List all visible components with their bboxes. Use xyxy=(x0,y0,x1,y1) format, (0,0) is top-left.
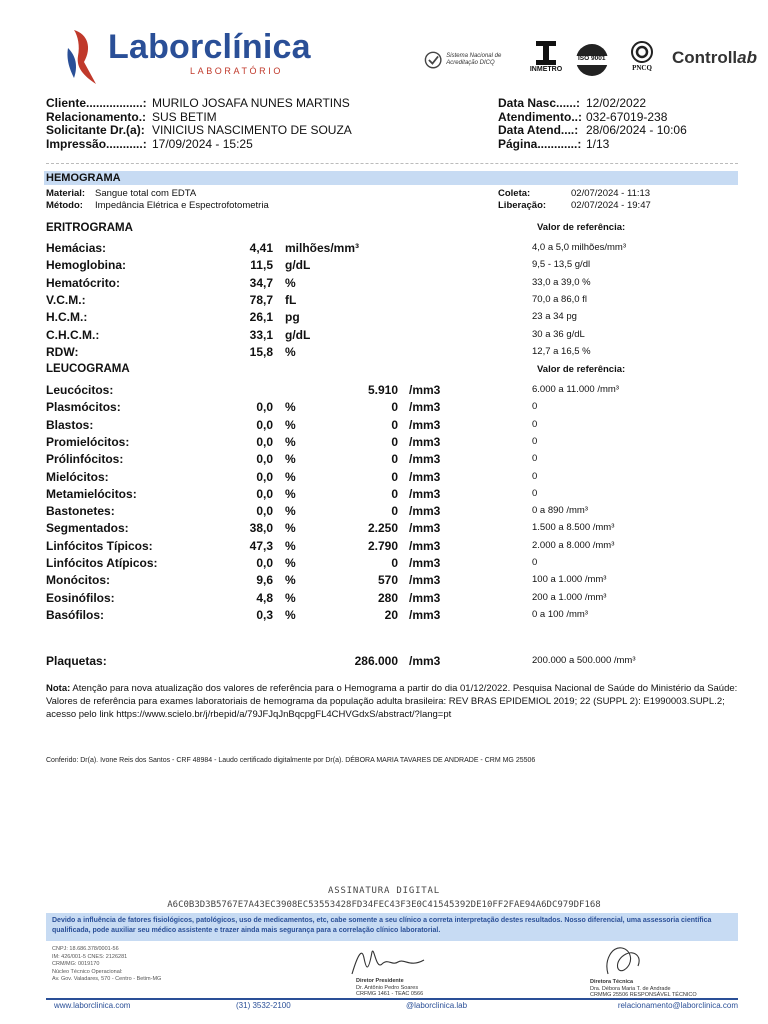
cell-pct: 0,3 xyxy=(256,607,273,622)
controllab-logo: Controllab xyxy=(672,48,757,67)
cell-abs: 0 xyxy=(391,434,398,449)
table-row xyxy=(0,276,768,293)
inmetro-logo xyxy=(524,40,568,80)
cell-ref: 33,0 a 39,0 % xyxy=(532,276,591,288)
cell-pct-unit: % xyxy=(285,486,296,501)
cell-ref: 4,0 a 5,0 milhões/mm³ xyxy=(532,242,626,253)
table-row xyxy=(0,539,768,556)
cell-ref: 6.000 a 11.000 /mm³ xyxy=(532,384,619,395)
cell-pct-unit: % xyxy=(285,400,296,415)
brand-subtitle: LABORATÓRIO xyxy=(190,66,283,76)
footer-disclaimer: Devido a influência de fatores fisiológicos, patológicos, uso de medicamentos, etc, cabe somente a seu clínico a correta interpretação destes resultados. Nosso diferencial, uma assessoria científica qualificada, pode auxiliar seu médico assistente e trazer ainda mais segurança para a correlação clínico laboratorial. xyxy=(46,913,738,941)
cell-name: Hematócrito: xyxy=(46,275,121,290)
cell-ref: 0 xyxy=(532,470,538,482)
table-row xyxy=(0,504,768,521)
cell-name: Eosinófilos: xyxy=(46,590,115,605)
cell-name: Hemoglobina: xyxy=(46,258,126,273)
table-row xyxy=(0,383,768,400)
table-row xyxy=(0,418,768,435)
exam-dates: Coleta: 02/07/2024 - 11:13 Liberação: 02/07/2024 - 19:47 xyxy=(498,188,651,211)
cell-value: 4,41 xyxy=(249,241,273,255)
leucograma-title: LEUCOGRAMA xyxy=(46,363,130,375)
table-row xyxy=(0,521,768,538)
sna-accreditation-logo xyxy=(424,40,520,80)
cell-value: 15,8 xyxy=(249,344,273,359)
cell-pct-unit: % xyxy=(285,469,296,484)
phone-number: (31) 3532-2100 xyxy=(236,1001,291,1010)
cell-ref: 0 xyxy=(532,453,538,465)
pncq-seal-icon xyxy=(630,40,654,64)
patient-row: Relacionamento.: SUS BETIM xyxy=(46,109,217,124)
cell-abs: 0 xyxy=(391,486,398,501)
cell-ref: 100 a 1.000 /mm³ xyxy=(532,574,607,586)
cell-name: Bastonetes: xyxy=(46,504,115,519)
cell-pct: 0,0 xyxy=(256,504,273,519)
digital-signature-hash: A6C0B3D3B5767E7A43EC3908EC53553428FD34FEC43F3E0C41545392DE10FF2FAE94A6DC979DF168 xyxy=(167,900,601,910)
exam-material-method: Material: Sangue total com EDTA Método: Impedância Elétrica e Espectrofotometria xyxy=(46,188,269,211)
cell-unit: g/dL xyxy=(285,258,311,273)
iso-logo xyxy=(572,40,618,80)
cell-pct: 0,0 xyxy=(256,417,273,432)
cell-name: Prólinfócitos: xyxy=(46,452,124,467)
cell-abs: 2.790 xyxy=(367,538,398,553)
cell-ref: 1.500 a 8.500 /mm³ xyxy=(532,522,615,534)
cell-abs-unit: /mm3 xyxy=(409,452,441,467)
cell-ref: 0 a 100 /mm³ xyxy=(532,608,588,620)
email-link[interactable]: relacionamento@laborclinica.com xyxy=(617,1001,738,1010)
patient-row: Data Nasc......: 12/02/2022 xyxy=(498,96,647,110)
leucograma-ref-header: Valor de referência: xyxy=(537,364,626,375)
cell-name: Metamielócitos: xyxy=(46,486,137,501)
cell-name: Segmentados: xyxy=(46,521,129,536)
inmetro-text: INMETRO xyxy=(529,66,563,73)
cell-abs-unit: /mm3 xyxy=(409,383,441,397)
table-row xyxy=(0,435,768,452)
digital-signature-title: ASSINATURA DIGITAL xyxy=(328,886,440,896)
cell-abs: 0 xyxy=(391,452,398,467)
cell-abs: 0 xyxy=(391,556,398,570)
cell-abs: 0 xyxy=(391,469,398,484)
cell-name: Leucócitos: xyxy=(46,383,114,397)
cell-abs: 20 xyxy=(384,607,398,622)
table-row xyxy=(0,293,768,310)
cell-unit: milhões/mm³ xyxy=(285,241,360,255)
cell-pct-unit: % xyxy=(285,504,296,519)
cell-abs-unit: /mm3 xyxy=(409,486,441,501)
cell-ref: 0 xyxy=(532,401,538,413)
company-info: CNPJ: 18.686.378/0001-56 IM: 426/001-5 CNES: 2126281 CRM/MG: 0019170 Núcleo Técnico Operacional: Av. Gov. Valadares, 570 - Centro - Betim-MG xyxy=(52,946,162,982)
cell-pct: 47,3 xyxy=(249,538,273,553)
cell-ref: 2.000 a 8.000 /mm³ xyxy=(532,539,615,551)
footer-contact-bar xyxy=(46,1001,738,1015)
cell-name: Linfócitos Típicos: xyxy=(46,538,153,553)
cell-pct: 0,0 xyxy=(256,556,273,570)
cell-abs: 0 xyxy=(391,400,398,415)
brand-name: Laborclínica xyxy=(108,28,311,66)
cell-unit: % xyxy=(285,344,296,359)
cell-abs-unit: /mm3 xyxy=(409,538,441,553)
technical-director-signature-icon xyxy=(598,940,648,980)
cell-abs-unit: /mm3 xyxy=(409,607,441,622)
cell-abs-unit: /mm3 xyxy=(409,504,441,519)
table-row xyxy=(0,470,768,487)
patient-row: Impressão...........: 17/09/2024 - 15:25 xyxy=(46,136,253,151)
cell-name: V.C.M.: xyxy=(46,292,86,307)
cell-name: Blastos: xyxy=(46,417,94,432)
cell-ref: 0 xyxy=(532,435,538,447)
director-info: Diretor Presidente Dr. Antônio Pedro Soares CRFMG 1461 - TEAC 0566 xyxy=(356,978,424,997)
cell-value: 11,5 xyxy=(250,258,273,273)
cell-unit: pg xyxy=(285,310,300,325)
technical-director-info: Diretora Técnica Dra. Débora Maria T. de Andrade CRMMG 25506 RESPONSÁVEL TÉCNICO xyxy=(590,979,697,998)
cell-pct: 0,0 xyxy=(256,486,273,501)
cell-pct-unit: % xyxy=(285,434,296,449)
cell-ref: 0 xyxy=(532,418,538,430)
cell-abs-unit: /mm3 xyxy=(409,469,441,484)
table-row xyxy=(0,487,768,504)
cell-abs-unit: /mm3 xyxy=(409,434,441,449)
iso-text: ISO 9001 xyxy=(578,55,606,62)
cell-pct: 0,0 xyxy=(256,469,273,484)
cell-pct-unit: % xyxy=(285,417,296,432)
table-row-plaquetas: Plaquetas: 286.000 /mm3 200.000 a 500.000 /mm³ xyxy=(46,654,636,668)
cell-name: Promielócitos: xyxy=(46,434,130,449)
footer-divider xyxy=(46,998,738,1000)
eritrograma-ref-header: Valor de referência: xyxy=(537,222,626,233)
cell-unit: % xyxy=(285,275,296,290)
cell-name: Mielócitos: xyxy=(46,469,109,484)
cell-abs-unit: /mm3 xyxy=(409,521,441,536)
cell-name: RDW: xyxy=(46,344,79,359)
table-row xyxy=(0,310,768,327)
cell-abs: 5.910 xyxy=(367,383,398,397)
cell-abs: 2.250 xyxy=(367,521,398,536)
cell-pct-unit: % xyxy=(285,607,296,622)
cell-pct-unit: % xyxy=(285,452,296,467)
cell-value: 26,1 xyxy=(249,310,273,325)
cell-name: Plasmócitos: xyxy=(46,400,121,415)
cell-name: Monócitos: xyxy=(46,573,110,588)
cell-ref: 200 a 1.000 /mm³ xyxy=(532,591,607,603)
cell-value: 33,1 xyxy=(249,327,273,342)
table-row xyxy=(0,328,768,345)
patient-row: Cliente.................: MURILO JOSAFA NUNES MARTINS xyxy=(46,96,350,110)
cell-value: 78,7 xyxy=(249,292,273,307)
patient-info-left xyxy=(46,97,352,151)
cell-ref: 70,0 a 86,0 fl xyxy=(532,293,587,305)
cell-pct: 9,6 xyxy=(256,573,273,588)
cell-name: Linfócitos Atípicos: xyxy=(46,556,158,570)
header-divider xyxy=(46,163,738,164)
conferido-text: Conferido: Dr(a). Ivone Reis dos Santos - CRF 48984 - Laudo certificado digitalmente por Dr(a). DÉBORA MARIA TAVARES DE ANDRADE - CRM MG 25506 xyxy=(46,757,536,764)
cell-abs-unit: /mm3 xyxy=(409,417,441,432)
director-signature-icon xyxy=(348,944,428,978)
check-seal-icon xyxy=(424,47,442,73)
cell-abs: 570 xyxy=(377,573,398,588)
social-handle[interactable]: @laborclinica.lab xyxy=(406,1001,468,1010)
cell-pct: 0,0 xyxy=(256,452,273,467)
cell-abs: 0 xyxy=(391,504,398,519)
cell-ref: 9,5 - 13,5 g/dl xyxy=(532,259,591,271)
cell-pct: 4,8 xyxy=(256,590,273,605)
cell-unit: fL xyxy=(285,292,297,307)
table-row xyxy=(0,608,768,625)
cell-abs-unit: /mm3 xyxy=(409,573,441,588)
table-row xyxy=(0,345,768,362)
pncq-text: PNCQ xyxy=(632,64,652,72)
cell-pct-unit: % xyxy=(285,538,296,553)
cell-pct-unit: % xyxy=(285,556,296,570)
patient-row: Solicitante Dr.(a): VINICIUS NASCIMENTO DE SOUZA xyxy=(46,123,352,137)
cell-pct: 0,0 xyxy=(256,400,273,415)
cell-ref: 0 xyxy=(532,487,538,499)
patient-info-right xyxy=(498,97,687,151)
patient-row: Página............: 1/13 xyxy=(498,136,610,151)
sna-text: Sistema Nacional de Acreditação DICQ xyxy=(446,53,502,66)
table-row xyxy=(0,591,768,608)
table-row xyxy=(0,241,768,258)
table-row xyxy=(0,258,768,275)
reference-note: Nota: Atenção para nova atualização dos valores de referência para o Hemograma a partir do dia 01/12/2022. Pesquisa Nacional de Saúde do Ministério da Saúde: Valores de referência para exames laboratoriais de hemograma da população adulta brasileira: REV BRAS EPIDEMIOL 2019; 22 (SUPPL 2): E1990003.SUPL.2; acesso pelo link https://www.scielo.br/j/rbepid/a/79JFJqJnBqcpgFL4CHVGdxS/abstract/?lang=pt xyxy=(46,683,738,720)
cell-ref: 23 a 34 pg xyxy=(532,311,577,323)
cell-value: 34,7 xyxy=(249,275,273,290)
cell-abs: 0 xyxy=(391,417,398,432)
website-link[interactable]: www.laborclinica.com xyxy=(54,1001,131,1010)
pncq-logo xyxy=(624,40,660,80)
table-row xyxy=(0,573,768,590)
cell-abs: 280 xyxy=(377,590,398,605)
inmetro-icon xyxy=(535,40,557,66)
cell-pct: 0,0 xyxy=(256,434,273,449)
cell-ref: 12,7 a 16,5 % xyxy=(532,345,591,357)
table-row xyxy=(0,556,768,573)
cell-ref: 0 a 890 /mm³ xyxy=(532,505,588,517)
cell-name: Hemácias: xyxy=(46,241,107,255)
cell-abs-unit: /mm3 xyxy=(409,590,441,605)
cell-pct-unit: % xyxy=(285,521,296,536)
cell-abs-unit: /mm3 xyxy=(409,556,441,570)
table-row xyxy=(0,452,768,469)
cell-name: H.C.M.: xyxy=(46,310,88,325)
cell-ref: 0 xyxy=(532,557,538,568)
exam-title: HEMOGRAMA xyxy=(44,171,738,185)
cell-abs-unit: /mm3 xyxy=(409,400,441,415)
patient-row: Data Atend....: 28/06/2024 - 10:06 xyxy=(498,123,687,137)
cell-pct: 38,0 xyxy=(249,521,273,536)
cell-name: C.H.C.M.: xyxy=(46,327,100,342)
cell-ref: 30 a 36 g/dL xyxy=(532,328,585,340)
cell-name: Basófilos: xyxy=(46,607,105,622)
laborclinica-logo-icon xyxy=(66,26,106,88)
cell-unit: g/dL xyxy=(285,327,311,342)
cell-pct-unit: % xyxy=(285,573,296,588)
eritrograma-title: ERITROGRAMA xyxy=(46,222,133,234)
cell-pct-unit: % xyxy=(285,590,296,605)
table-row xyxy=(0,400,768,417)
patient-row: Atendimento..: 032-67019-238 xyxy=(498,109,668,124)
